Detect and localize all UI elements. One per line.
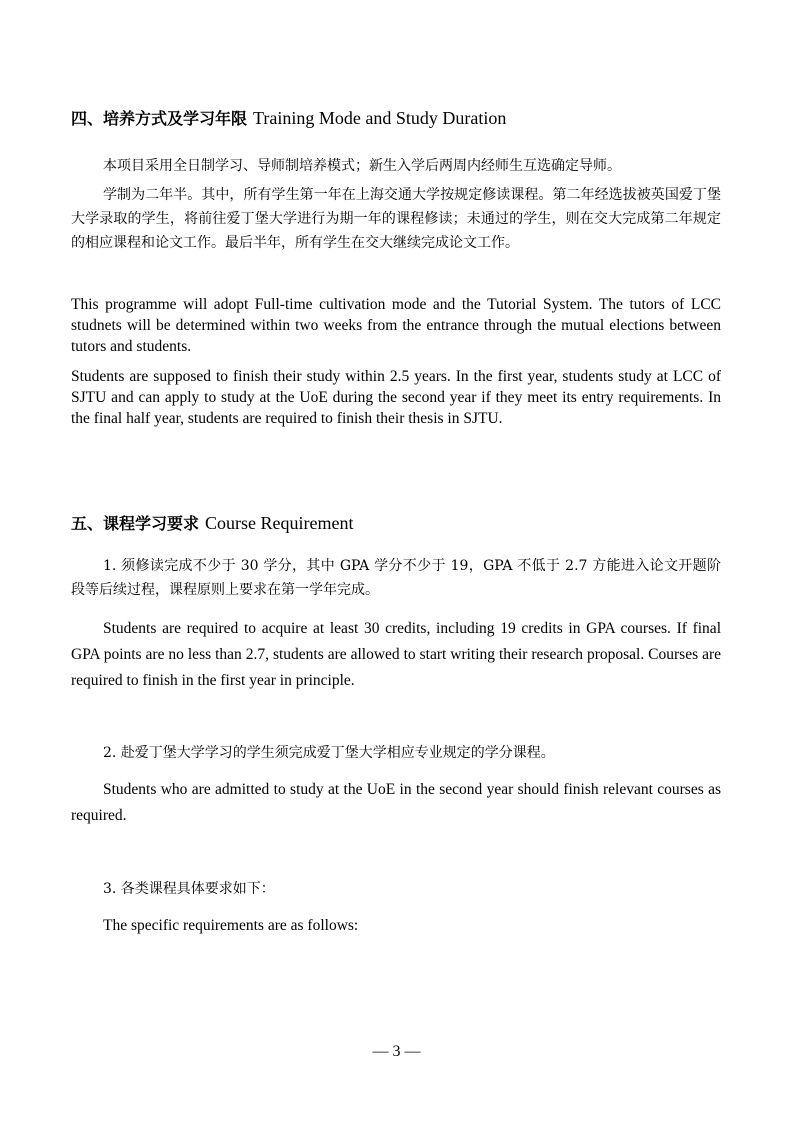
section-5-item-3-zh: 3. 各类课程具体要求如下：: [103, 881, 275, 897]
section-4-heading-zh: 四、培养方式及学习年限: [71, 109, 248, 128]
section-5-item-1-en: Students are required to acquire at least 30 credits, including 19 credits in GPA courses. If final GPA points are no less than 2.7, students are allowed to start writing their research proposal. Courses are required to finish in the first year in principle.: [71, 620, 721, 689]
section-5-heading-zh: 五、课程学习要求: [71, 514, 200, 533]
section-4-para-en-1: This programme will adopt Full-time cultivation mode and the Tutorial System. The tutors of LCC studnets will be determined within two weeks from the entrance through the mutual elections between tutors and students.: [71, 296, 721, 355]
section-4-para-en-2: Students are supposed to finish their study within 2.5 years. In the first year, students study at LCC of SJTU and can apply to study at the UoE during the second year if they meet its entry requirements. In the final half year, students are required to finish their thesis in SJTU.: [71, 368, 721, 427]
section-5-item-2-zh: 2. 赴爱丁堡大学学习的学生须完成爱丁堡大学相应专业规定的学分课程。: [103, 745, 555, 761]
section-5-heading: [71, 512, 353, 535]
section-5-heading-en: Course Requirement: [205, 513, 354, 533]
section-4-para-zh-1: 本项目采用全日制学习、导师制培养模式；新生入学后两周内经师生互选确定导师。: [103, 158, 621, 174]
page-number: — 3 —: [372, 1043, 421, 1060]
section-4-para-zh-2: 学制为二年半。其中，所有学生第一年在上海交通大学按规定修读课程。第二年经选拔被英国爱丁堡大学录取的学生，将前往爱丁堡大学进行为期一年的课程修读；未通过的学生，则在交大完成第二年规定的相应课程和论文工作。最后半年，所有学生在交大继续完成论文工作。: [71, 187, 721, 251]
section-5-item-1-zh: 1. 须修读完成不少于 30 学分，其中 GPA 学分不少于 19，GPA 不低于 2.7 方能进入论文开题阶段等后续过程，课程原则上要求在第一学年完成。: [71, 558, 721, 598]
section-4-heading: [71, 107, 506, 130]
section-4-heading-en: Training Mode and Study Duration: [253, 108, 507, 128]
section-5-item-3-en: The specific requirements are as follows:: [103, 917, 359, 934]
section-5-item-2-en: Students who are admitted to study at the UoE in the second year should finish relevant courses as required.: [71, 781, 721, 824]
